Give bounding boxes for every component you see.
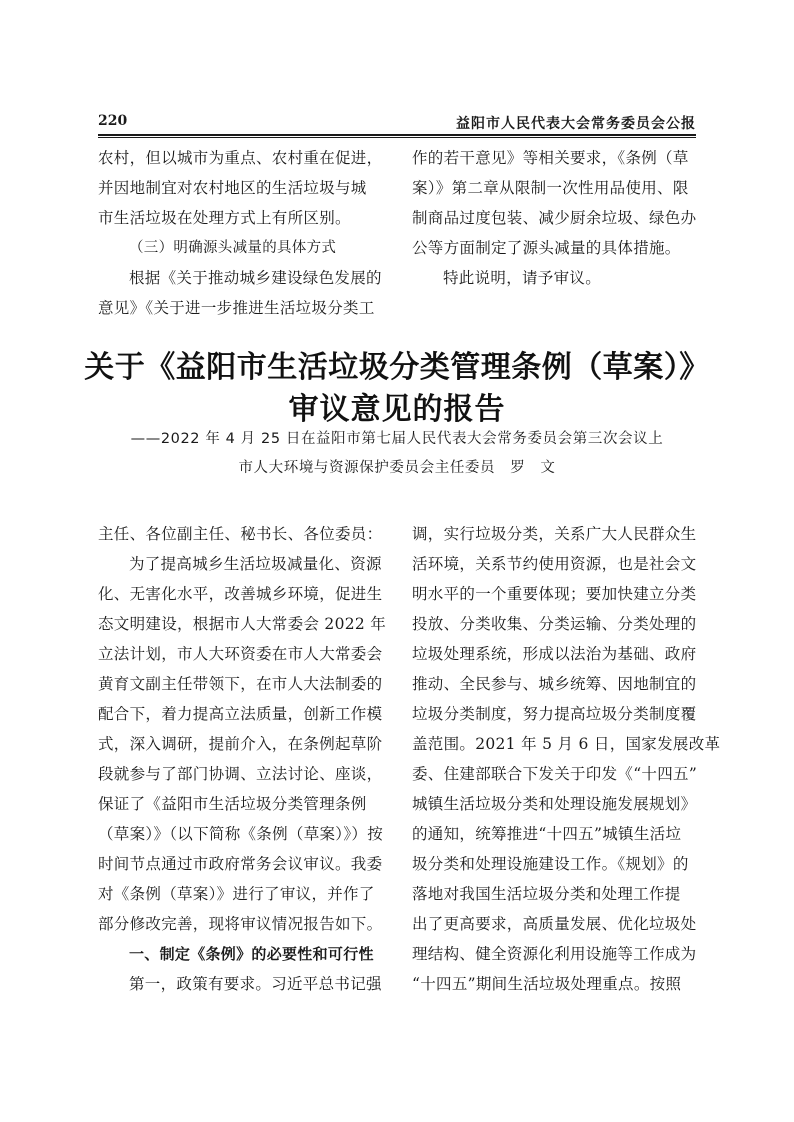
top-right-column xyxy=(412,143,702,293)
journal-title: 益阳市人民代表大会常务委员会公报 xyxy=(456,116,696,132)
text-line: 对《条例（草案）》进行了审议，并作了 xyxy=(98,885,375,903)
page-number: 220 xyxy=(98,113,128,129)
text-line: 态文明建设，根据市人大常委会 2022 年 xyxy=(98,615,387,633)
top-left-column xyxy=(98,143,388,323)
text-line: 农村，但以城市为重点、农村重在促进， xyxy=(98,149,383,167)
text-line: “十四五”期间生活垃圾处理重点。按照 xyxy=(412,975,682,993)
text-line: 落地对我国生活垃圾分类和处理工作提 xyxy=(412,885,681,903)
text-line: （草案）》（以下简称《条例（草案）》）按 xyxy=(98,825,384,843)
header-rule-thin xyxy=(98,137,696,138)
text-line: 化、无害化水平，改善城乡环境，促进生 xyxy=(98,585,383,603)
text-line: 并因地制宜对农村地区的生活垃圾与城 xyxy=(98,179,367,197)
text-line: 部分修改完善，现将审议情况报告如下。 xyxy=(98,915,383,933)
subheading: （三）明确源头减量的具体方式 xyxy=(129,240,337,256)
text-line: 段就参与了部门协调、立法讨论、座谈， xyxy=(98,765,383,783)
header-rule xyxy=(98,134,696,136)
text-line: 时间节点通过市政府常务会议审议。我委 xyxy=(98,855,383,873)
text-line: 的通知，统筹推进“十四五”城镇生活垃 xyxy=(412,825,682,843)
text-line: 作的若干意见》等相关要求，《条例（草 xyxy=(412,149,689,167)
text-line: 意见》《关于进一步推进生活垃圾分类工 xyxy=(98,299,375,317)
text-line: 为了提高城乡生活垃圾减量化、资源 xyxy=(129,555,382,573)
section-heading: 一、制定《条例》的必要性和可行性 xyxy=(129,945,374,963)
report-subtitle-meeting: ——2022 年 4 月 25 日在益阳市第七届人民代表大会常务委员会第三次会议上 xyxy=(130,431,664,447)
text-line: 立法计划，市人大环资委在市人大常委会 xyxy=(98,645,383,663)
text-line: 活环境，关系节约使用资源，也是社会文 xyxy=(412,555,697,573)
bottom-left-column xyxy=(98,519,388,999)
report-title-line2: 审议意见的报告 xyxy=(288,392,506,427)
text-line: 理结构、健全资源化利用设施等工作成为 xyxy=(412,945,697,963)
text-line: 垃圾分类制度，努力提高垃圾分类制度覆 xyxy=(412,705,697,723)
text-line: 式，深入调研，提前介入，在条例起草阶 xyxy=(98,735,383,753)
text-line: 调，实行垃圾分类，关系广大人民群众生 xyxy=(412,525,697,543)
salutation: 主任、各位副主任、秘书长、各位委员： xyxy=(98,525,383,543)
text-line: 垃圾处理系统，形成以法治为基础、政府 xyxy=(412,645,697,663)
text-line: 委、住建部联合下发关于印发《“十四五” xyxy=(412,765,698,783)
text-line: 盖范围。2021 年 5 月 6 日，国家发展改革 xyxy=(412,735,721,753)
page-header xyxy=(98,113,696,135)
text-line: 配合下，着力提高立法质量，创新工作模 xyxy=(98,705,383,723)
text-line: 根据《关于推动城乡建设绿色发展的 xyxy=(129,269,382,287)
text-line: 案）》第二章从限制一次性用品使用、限 xyxy=(412,179,689,197)
text-line: 推动、全民参与、城乡统筹、因地制宜的 xyxy=(412,675,697,693)
bottom-right-column xyxy=(412,519,721,999)
text-line: 城镇生活垃圾分类和处理设施发展规划》 xyxy=(412,795,697,813)
text-line: 明水平的一个重要体现；要加快建立分类 xyxy=(412,585,697,603)
text-line: 圾分类和处理设施建设工作。《规划》的 xyxy=(412,855,689,873)
text-line: 黄育文副主任带领下，在市人大法制委的 xyxy=(98,675,383,693)
text-line: 保证了《益阳市生活垃圾分类管理条例 xyxy=(98,795,367,813)
closing-line: 特此说明，请予审议。 xyxy=(443,269,602,287)
text-line: 第一，政策有要求。习近平总书记强 xyxy=(129,975,382,993)
text-line: 制商品过度包装、减少厨余垃圾、绿色办 xyxy=(412,209,697,227)
report-title-line1: 关于《益阳市生活垃圾分类管理条例（草案）》 xyxy=(84,350,710,385)
text-line: 出了更高要求，高质量发展、优化垃圾处 xyxy=(412,915,697,933)
text-line: 投放、分类收集、分类运输、分类处理的 xyxy=(412,615,697,633)
report-subtitle-author: 市人大环境与资源保护委员会主任委员 罗 文 xyxy=(238,460,556,476)
text-line: 公等方面制定了源头减量的具体措施。 xyxy=(412,239,681,257)
text-line: 市生活垃圾在处理方式上有所区别。 xyxy=(98,209,351,227)
